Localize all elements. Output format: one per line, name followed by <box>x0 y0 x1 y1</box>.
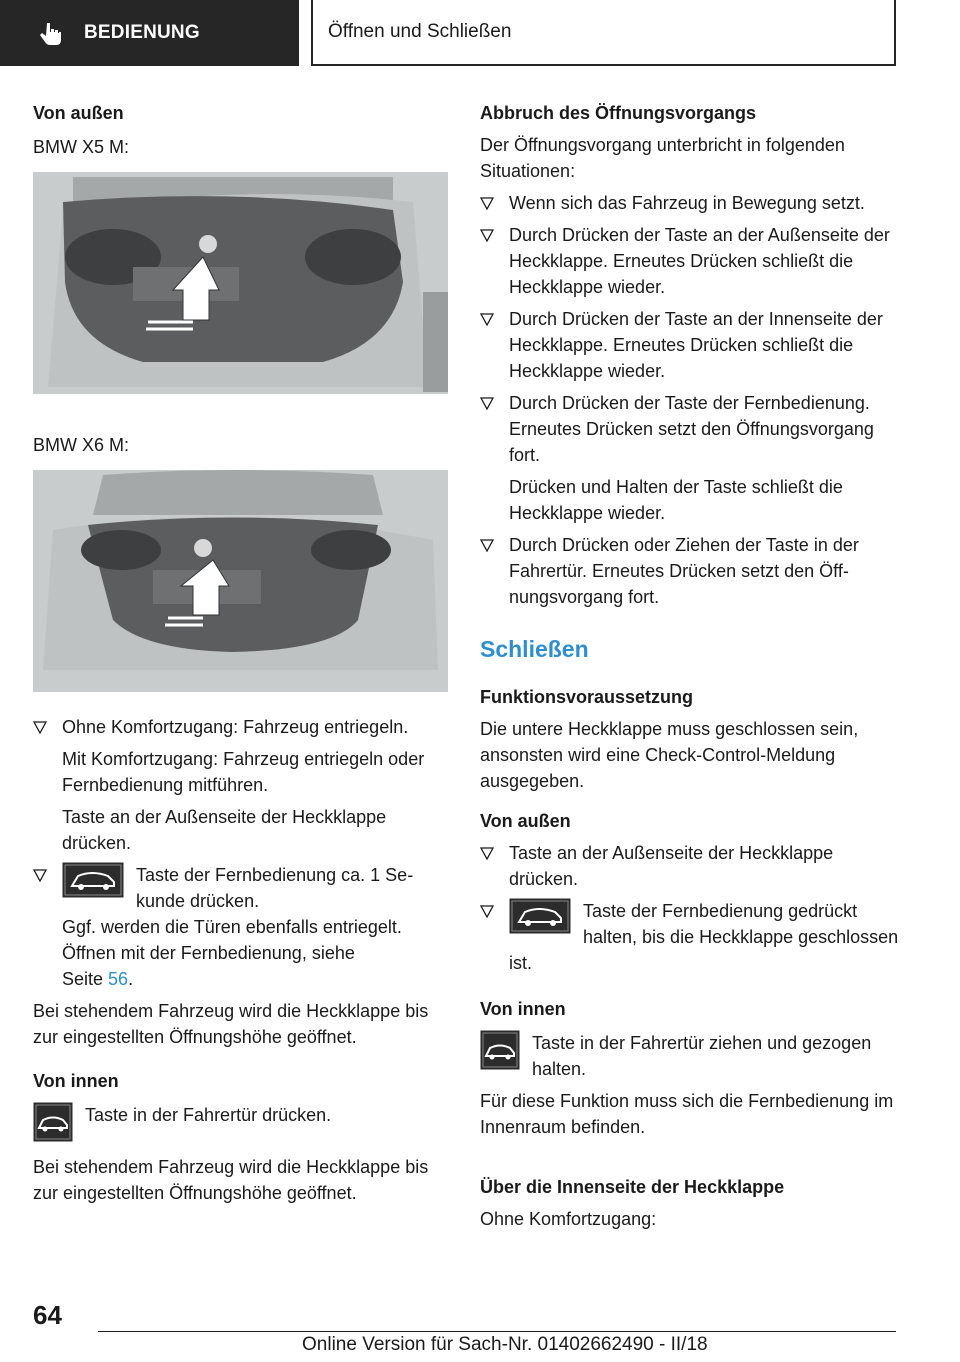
remote-tailgate-button-icon <box>509 898 571 934</box>
open-steps-list <box>33 714 449 992</box>
heading-von-aussen: Von außen <box>33 103 124 123</box>
heading-innenseite: Über die Innenseite der Heckklappe <box>480 1177 785 1197</box>
bullet-triangle-icon <box>480 397 494 410</box>
caption-x5: BMW X5 M: <box>33 137 130 157</box>
section-label: BEDIENUNG <box>84 22 200 43</box>
page-link[interactable]: 56 <box>108 969 129 989</box>
list-item: Durch Drücken der Taste an der Innenseite der Heckklappe. Erneutes Drücken schließt die Heckklappe wieder. <box>480 306 900 384</box>
heading-schliessen: Schließen <box>480 636 589 662</box>
remote-tailgate-button-icon <box>62 862 124 898</box>
abort-list <box>480 190 900 610</box>
bullet-triangle-icon <box>480 197 494 210</box>
list-item: Durch Drücken oder Ziehen der Taste in der Fahrertür. Erneutes Drücken setzt den Öffnungsvorgang fort. <box>480 532 900 610</box>
abort-intro: Der Öffnungsvorgang unterbricht in folgenden Situationen: <box>480 135 845 181</box>
list-item: Durch Drücken der Taste an der Außenseite der Heckklappe. Erneutes Drücken schließt die Heckklappe wieder. <box>480 222 900 300</box>
via-inside-text: Ohne Komfortzugang: <box>480 1209 657 1229</box>
heading-von-aussen-close: Von außen <box>480 811 571 831</box>
list-item: Taste der Fernbedienung gedrückt halten, bis die Heckklappe geschlossen ist. <box>480 898 900 976</box>
left-column: Von außen BMW X5 M: BMW X6 M: Ohne Komfortzugang: Fahrzeug entriegeln. Mit Komfortzugang: Fahrzeug entriegeln oder Fernbedienung mitführen. Taste an der Außenseite der Heckklappe drücken. Taste der Fernbedienung ca. 1 Sekunde drücken. Ggf. werden die Türen ebenfalls entriegelt. Öffnen mit der Fernbedienung, siehe Seite 56. Bei stehendem Fahrzeug wird die Heckklappe bis zur eingestellten Öffnungshöhe geöffnet. Von innen Taste in der Fahrertür drücken. Bei stehendem Fahrzeug wird die Heckklappe bis zur eingestellten Öffnungshöhe geöffnet. <box>33 100 449 1206</box>
inside-note: Für diese Funktion muss sich die Fernbedienung im Innenraum befinden. <box>480 1091 894 1137</box>
page-number: 64 <box>33 1300 62 1330</box>
bullet-triangle-icon <box>33 721 47 734</box>
door-tailgate-button-icon <box>480 1030 520 1070</box>
close-outside-list <box>480 840 900 976</box>
bullet-triangle-icon <box>480 229 494 242</box>
door-tailgate-button-icon <box>33 1102 73 1142</box>
bullet-triangle-icon <box>480 539 494 552</box>
page-header <box>0 0 960 66</box>
list-item: Durch Drücken der Taste der Fernbedienung. Erneutes Drücken setzt den Öffnungsvorgang fort. Drücken und Halten der Taste schließt die Heckklappe wieder. <box>480 390 900 526</box>
caption-x6: BMW X6 M: <box>33 435 130 455</box>
online-version-text: Online Version für Sach-Nr. 01402662490 - II/18 <box>302 1334 708 1355</box>
x5-tailgate-illustration <box>33 172 448 394</box>
list-item: Ohne Komfortzugang: Fahrzeug entriegeln. Mit Komfortzugang: Fahrzeug entriegeln oder Fernbedienung mitführen. Taste an der Außenseite der Heckklappe drücken. <box>33 714 449 856</box>
heading-funktion: Funktionsvoraussetzung <box>480 687 694 707</box>
paragraph: Bei stehendem Fahrzeug wird die Heckklappe bis zur eingestellten Öffnungshöhe geöffnet. <box>33 1001 429 1047</box>
paragraph: Bei stehendem Fahrzeug wird die Heckklappe bis zur eingestellten Öffnungshöhe geöffnet. <box>33 1157 429 1203</box>
chapter-title: Öffnen und Schließen <box>328 21 512 42</box>
section-tab <box>0 0 299 66</box>
func-text: Die untere Heckklappe muss geschlossen sein, ansonsten wird eine Check-Control-Meldung ausgegeben. <box>480 719 859 791</box>
heading-von-innen-close: Von innen <box>480 999 566 1019</box>
bullet-triangle-icon <box>33 869 47 882</box>
chapter-title-box <box>311 0 896 66</box>
bullet-triangle-icon <box>480 313 494 326</box>
heading-abbruch: Abbruch des Öffnungsvorgangs <box>480 103 757 123</box>
list-item: Taste der Fernbedienung ca. 1 Sekunde drücken. Ggf. werden die Türen ebenfalls entriegelt. Öffnen mit der Fernbedienung, siehe Seite 56. <box>33 862 449 992</box>
x6-tailgate-illustration <box>33 470 448 692</box>
bullet-triangle-icon <box>480 847 494 860</box>
right-column: Abbruch des Öffnungsvorgangs Der Öffnungsvorgang unterbricht in folgenden Situationen: Wenn sich das Fahrzeug in Bewegung setzt. Durch Drücken der Taste an der Außenseite der Heckklappe. Erneutes Drücken schließt die Heckklappe wieder. Durch Drücken der Taste an der Innenseite der Heckklappe. Erneutes Drücken schließt die Heckklappe wieder. Durch Drücken der Taste der Fernbedienung. Erneutes Drücken setzt den Öffnungsvorgang fort. Drücken und Halten der Taste schließt die Heckklappe wieder. Durch Drücken oder Ziehen der Taste in der Fahrertür. Erneutes Drücken setzt den Öffnungsvorgang fort. Schließen Funktionsvoraussetzung Die untere Heckklappe muss geschlossen sein, ansonsten wird eine Check-Control-Meldung ausgegeben. Von außen Taste an der Außenseite der Heckklappe drücken. Taste der Fernbedienung gedrückt halten, bis die Heckklappe geschlossen ist. Von innen Taste in der Fahrertür ziehen und gezogen halten. Für diese Funktion muss sich die Fernbedienung im Innenraum befinden. Über die Innenseite der Heckklappe Ohne Komfortzugang: <box>480 100 900 1232</box>
bullet-triangle-icon <box>480 905 494 918</box>
hand-pointer-icon <box>38 20 64 46</box>
footer-divider <box>98 1331 896 1332</box>
list-item: Taste an der Außenseite der Heckklappe drücken. <box>480 840 900 892</box>
heading-von-innen: Von innen <box>33 1071 119 1091</box>
list-item: Wenn sich das Fahrzeug in Bewegung setzt. <box>480 190 900 216</box>
